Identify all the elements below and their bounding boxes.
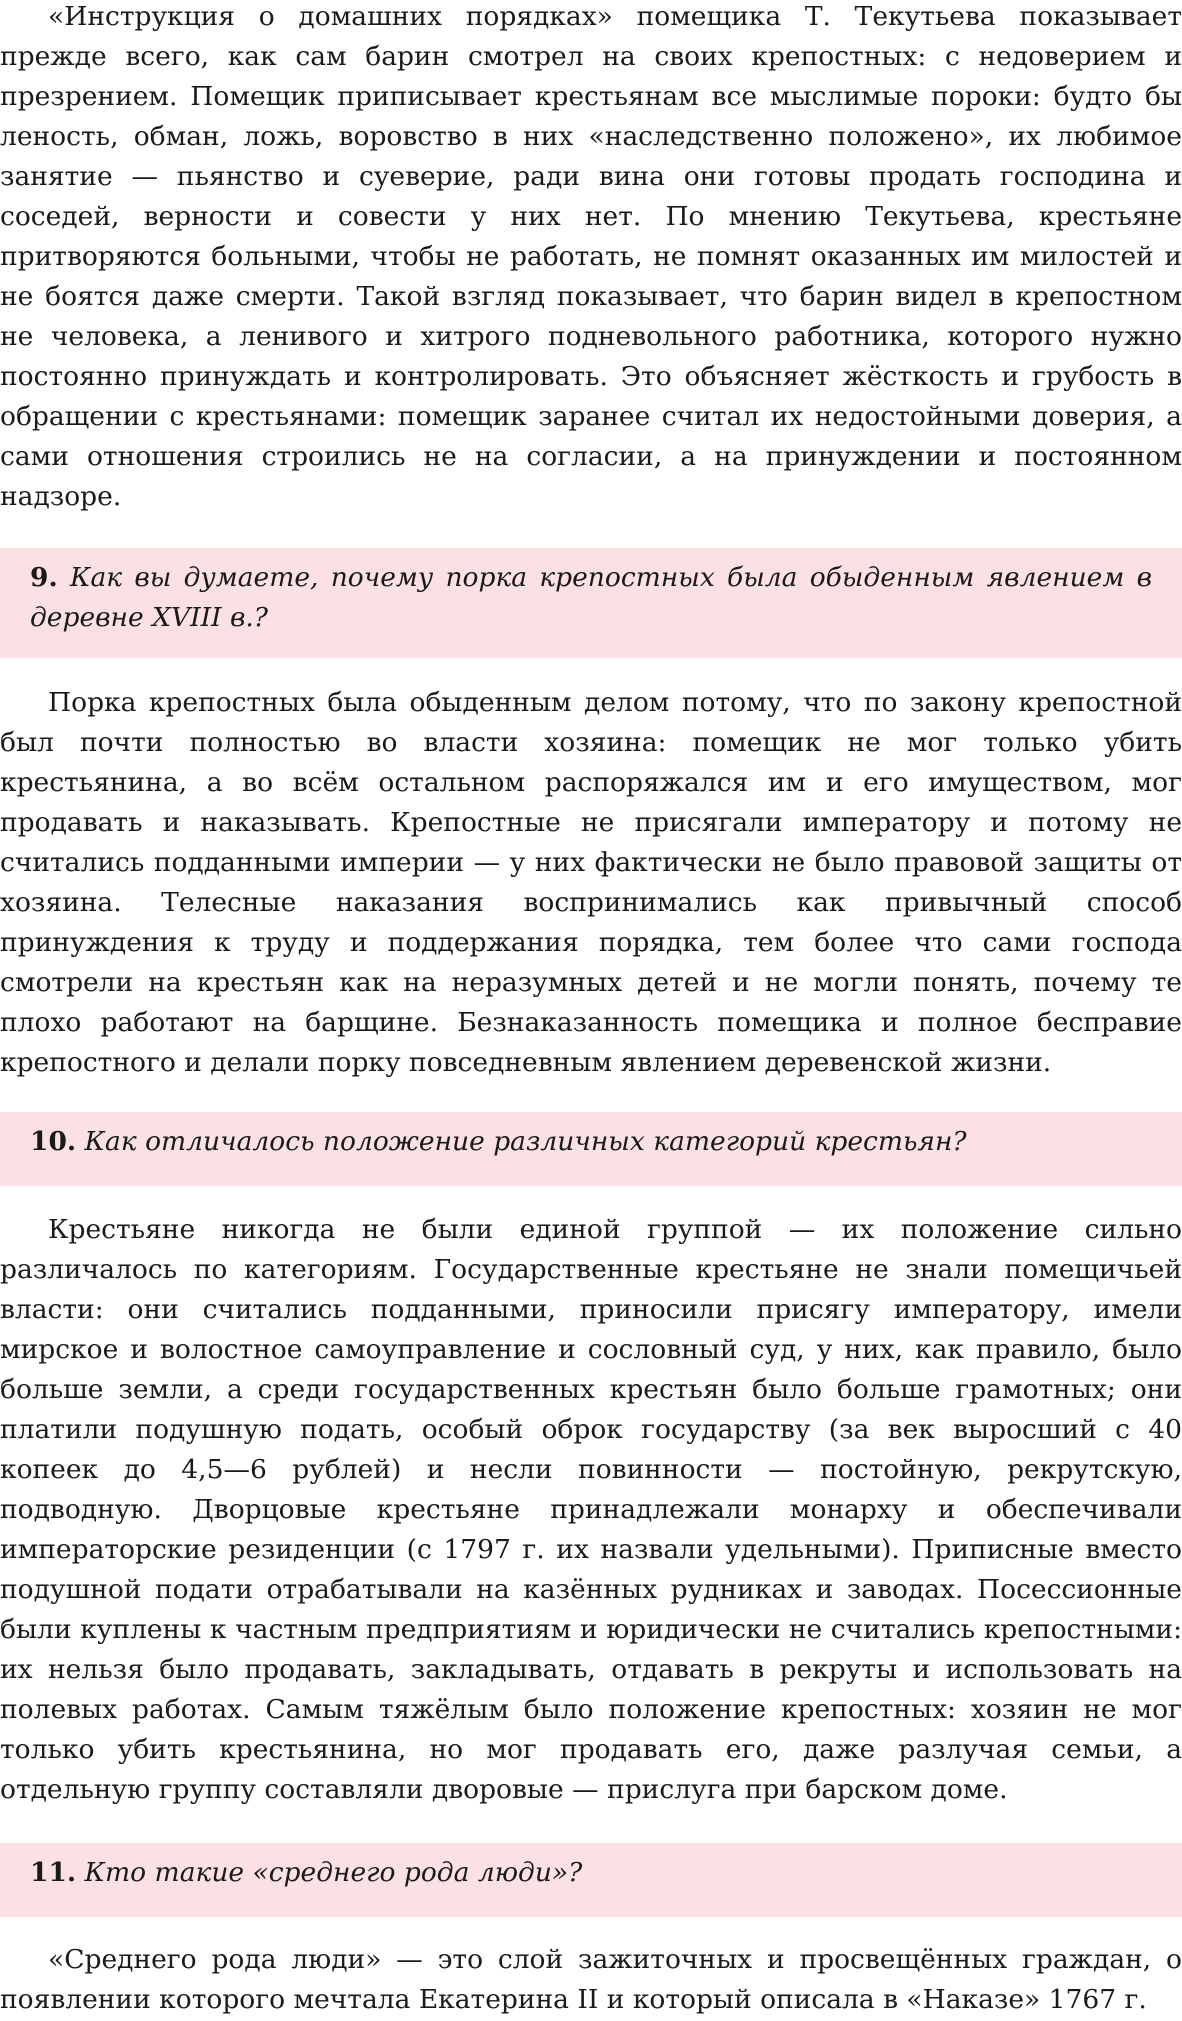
paragraph-answer-9 (0, 683, 1182, 1083)
question-text: Как отличалось положение различных категорий крестьян? (84, 1126, 967, 1157)
question-number: 11. (30, 1857, 77, 1888)
paragraph-text: «Инструкция о домашних порядках» помещика Т. Текутьева показывает прежде всего, как сам барин смотрел на своих крепостных: с недоверием и презрением. Помещик приписывает крестьянам все мыслимые пороки: будто бы леность, обман, ложь, воровство в них «наследственно положено», их любимое занятие — пьянство и суеверие, ради вина они готовы продать господина и соседей, верности и совести у них нет. По мнению Текутьева, крестьяне притворяются больными, чтобы не работать, не помнят оказанных им милостей и не боятся даже смерти. Такой взгляд показывает, что барин видел в крепостном не человека, а ленивого и хитрого подневольного работника, которого нужно постоянно принуждать и контролировать. Это объясняет жёсткость и грубость в обращении с крестьянами: помещик заранее считал их недостойными доверия, а сами отношения строились не на согласии, а на принуждении и постоянном надзоре. (0, 1, 1182, 512)
question-number: 9. (30, 562, 58, 593)
paragraph-text: Порка крепостных была обыденным делом потому, что по закону крепостной был почти полностью во власти хозяина: помещик не мог только убить крестьянина, а во всём остальном распоряжался им и его имуществом, мог продавать и наказывать. Крепостные не присягали императору и потому не считались подданными империи — у них фактически не было правовой защиты от хозяина. Телесные наказания воспринимались как привычный способ принуждения к труду и поддержания порядка, тем более что сами господа смотрели на крестьян как на неразумных детей и не могли понять, почему те плохо работают на барщине. Безнаказанность помещика и полное бесправие крепостного и делали порку повседневным явлением деревенской жизни. (0, 687, 1182, 1078)
question-9 (0, 548, 1182, 658)
question-text: Кто такие «среднего рода люди»? (84, 1857, 583, 1888)
paragraph-text: Крестьяне никогда не были единой группой — их положение сильно различалось по категориям. Государственные крестьяне не знали помещичьей власти: они считались подданными, приносили присягу императору, имели мирское и волостное самоуправление и сословный суд, у них, как правило, было больше земли, а среди государственных крестьян было больше грамотных; они платили подушную подать, особый оброк государству (за век выросший с 40 копеек до 4,5—6 рублей) и несли повинности — постойную, рекрутскую, подводную. Дворцовые крестьяне принадлежали монарху и обеспечивали императорские резиденции (с 1797 г. их назвали удельными). Приписные вместо подушной подати отрабатывали на казённых рудниках и заводах. Посессионные были куплены к частным предприятиям и юридически не считались крепостными: их нельзя было продавать, закладывать, отдавать в рекруты и использовать на полевых работах. Самым тяжёлым было положение крепостных: хозяин не мог только убить крестьянина, но мог продавать его, даже разлучая семьи, а отдельную группу составляли дворовые — прислуга при барском доме. (0, 1214, 1182, 1805)
paragraph-text: «Среднего рода люди» — это слой зажиточных и просвещённых граждан, о появлении которого мечтала Екатерина II и который описала в «Наказе» 1767 г. (0, 1944, 1182, 2015)
question-10 (0, 1112, 1182, 1186)
paragraph-intro (0, 0, 1182, 517)
question-11 (0, 1843, 1182, 1917)
paragraph-answer-10 (0, 1210, 1182, 1810)
question-text: Как вы думаете, почему порка крепостных была обыденным явлением в деревне XVIII в.? (30, 562, 1152, 633)
question-number: 10. (30, 1126, 77, 1157)
paragraph-answer-11 (0, 1940, 1182, 2020)
